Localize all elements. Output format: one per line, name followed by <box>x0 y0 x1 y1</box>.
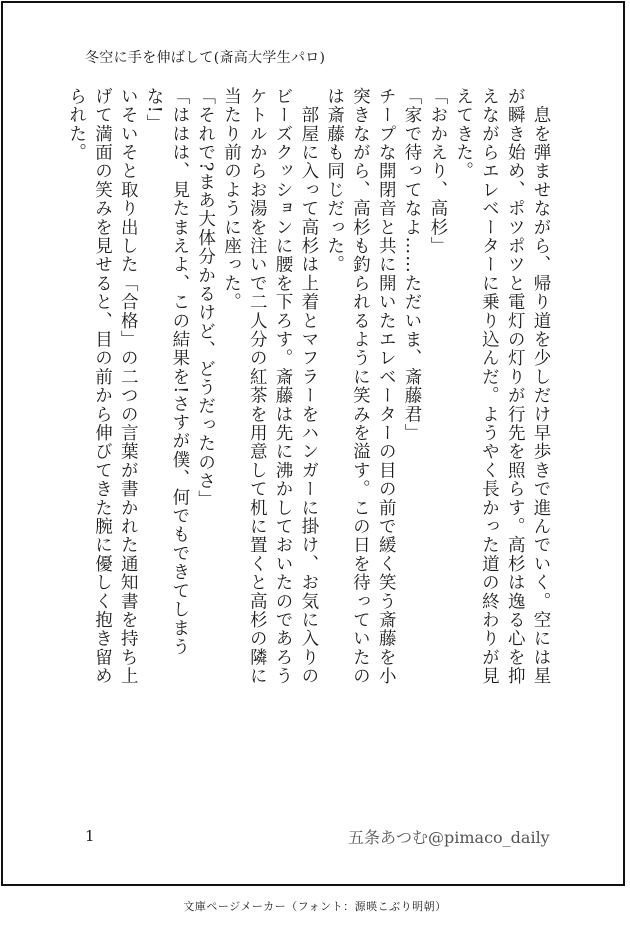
paragraph: 「それで?まあ大体分かるけど、どうだったのさ」 <box>195 87 216 509</box>
paragraph: いそいそと取り出した「合格」の二つの言葉が書かれた通知書を持ち上げて満面の笑みを見せると、目の前から伸びてきた腕に優しく抱き留められた。 <box>66 87 139 686</box>
paragraph: チープな開閉音と共に開いたエレベーターの目の前で緩く笑う斎藤を小突きながら、高杉も釣られるように笑みを溢す。この日を待っていたのは斎藤も同じだった。 <box>324 87 397 686</box>
vertical-body-text <box>66 87 553 687</box>
generator-caption: 文庫ページメーカー（フォント：源暎こぶり明朝） <box>183 900 447 913</box>
page-number: 1 <box>85 827 95 845</box>
book-page <box>1 1 625 886</box>
page-title: 冬空に手を伸ばして(斎高大学生パロ) <box>85 50 326 66</box>
paragraph: 部屋に入って高杉は上着とマフラーをハンガーに掛け、お気に入りのビーズクッションに腰を下ろす。斎藤は先に沸かしておいたのであろうケトルからお湯を注いで二人分の紅茶を用意して机に置くと高杉の隣に当たり前のように座った。 <box>221 87 319 686</box>
paragraph: 「おかえり、高杉」 <box>427 87 448 256</box>
paragraph: 「ははは、見たまえよ、この結果を!さすが僕、何でもできてしまうな!」 <box>144 87 190 657</box>
author-credit: 五条あつむ@pimaco_daily <box>348 828 550 847</box>
paragraph: 息を弾ませながら、帰り道を少しだけ早歩きで進んでいく。空には星が瞬き始め、ポツポツと電灯の灯りが行先を照らす。高杉は逸る心を抑えながらエレベーターに乗り込んだ。ようやく長かった道の終わりが見えてきた。 <box>453 87 551 686</box>
paragraph: 「家で待ってなよ……ただいま、斎藤君」 <box>402 87 423 443</box>
